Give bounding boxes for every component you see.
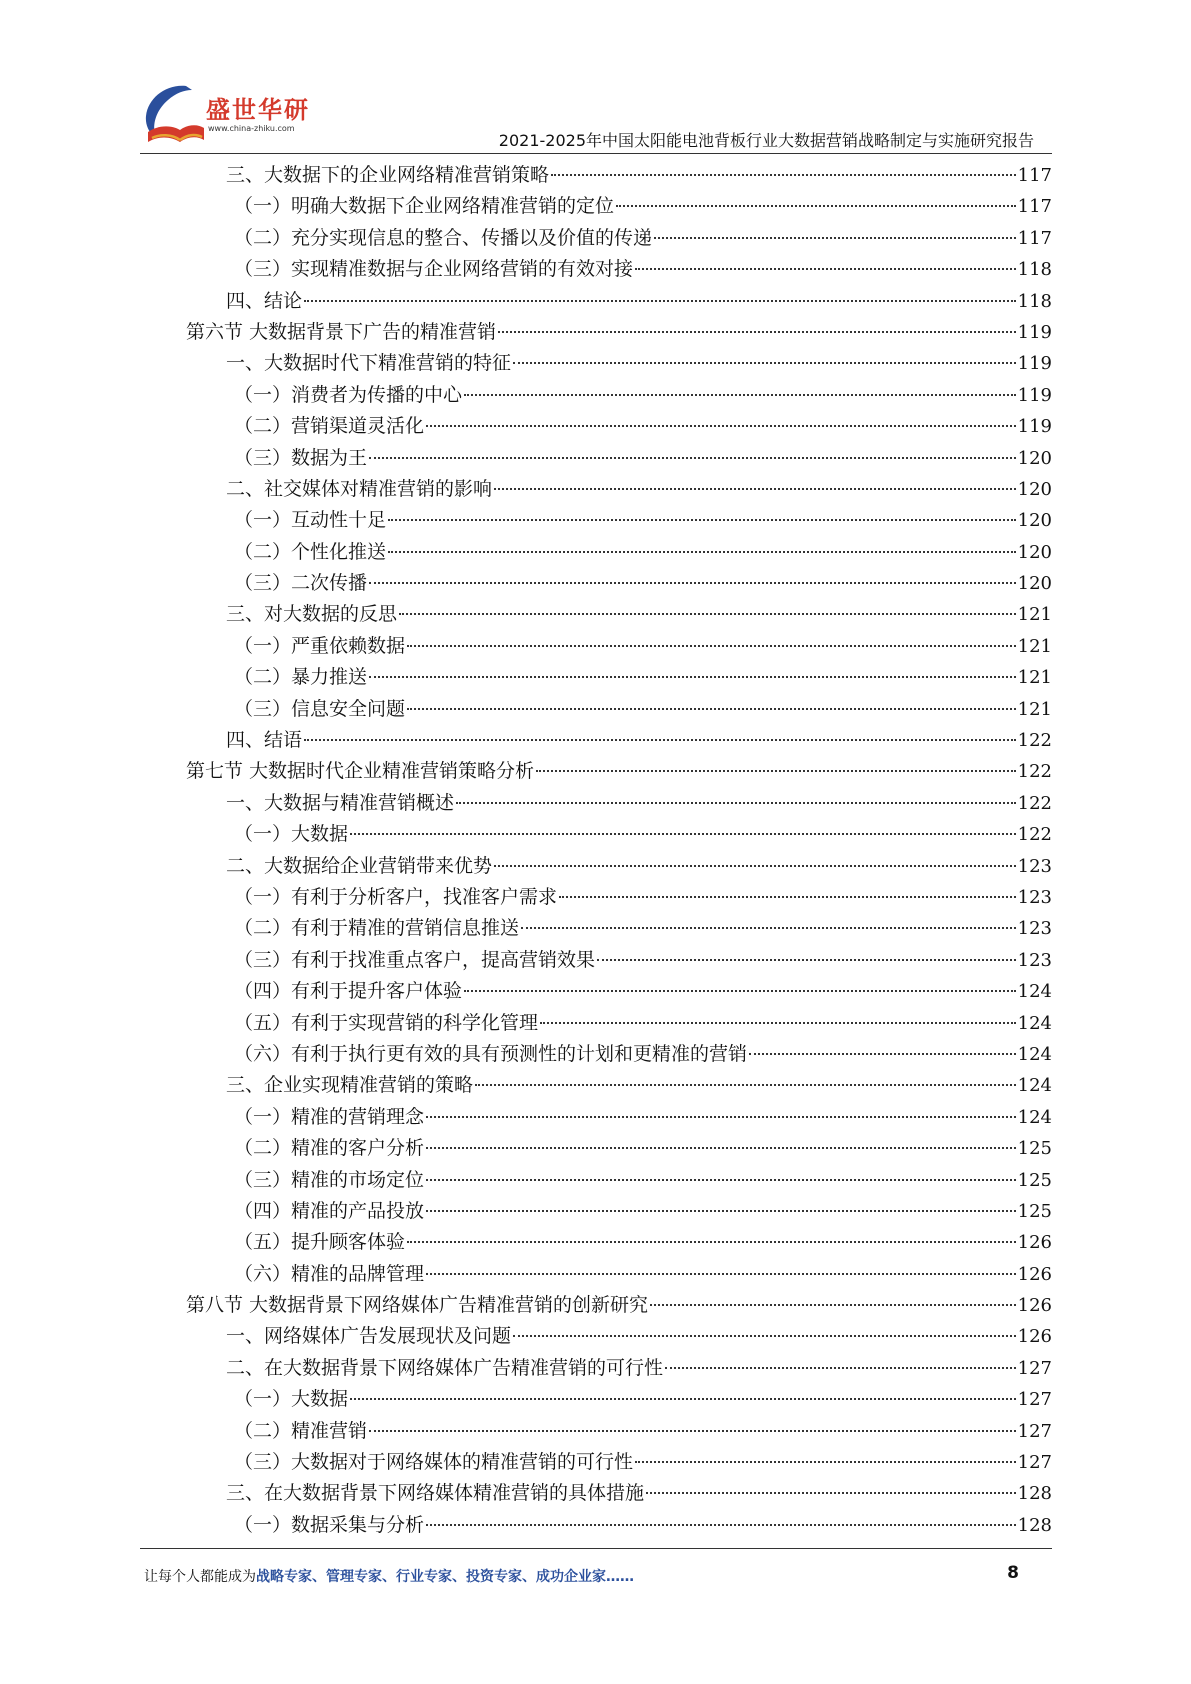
- toc-dot-leader: [388, 551, 1016, 553]
- toc-entry[interactable]: [140, 317, 1052, 348]
- toc-dot-leader: [536, 770, 1016, 772]
- toc-dot-leader: [521, 927, 1016, 929]
- toc-entry[interactable]: [140, 662, 1052, 693]
- toc-entry-title: （二）暴力推送: [234, 666, 368, 689]
- toc-dot-leader: [597, 959, 1016, 961]
- toc-entry-page: 124: [1017, 1075, 1052, 1097]
- toc-entry[interactable]: [140, 223, 1052, 254]
- toc-entry-page: 123: [1017, 886, 1052, 908]
- toc-dot-leader: [369, 457, 1016, 459]
- toc-entry-page: 127: [1017, 1389, 1052, 1411]
- footer-slogan-highlight: 战略专家、管理专家、行业专家、投资专家、成功企业家……: [256, 1569, 634, 1585]
- toc-entry-page: 127: [1017, 1452, 1052, 1474]
- table-of-contents: [140, 160, 1052, 1541]
- toc-dot-leader: [616, 205, 1016, 207]
- toc-entry-title: （四）有利于提升客户体验: [234, 980, 463, 1003]
- toc-entry[interactable]: [140, 1259, 1052, 1290]
- toc-entry-page: 125: [1017, 1169, 1052, 1191]
- toc-entry-page: 121: [1017, 604, 1052, 626]
- toc-dot-leader: [498, 331, 1016, 333]
- toc-entry-page: 120: [1017, 447, 1052, 469]
- toc-dot-leader: [350, 1398, 1016, 1400]
- toc-entry-title: 一、大数据与精准营销概述: [226, 791, 455, 814]
- toc-entry-page: 118: [1017, 290, 1052, 312]
- toc-dot-leader: [456, 802, 1016, 804]
- toc-entry-page: 123: [1017, 918, 1052, 940]
- toc-dot-leader: [464, 394, 1016, 396]
- toc-entry-title: 四、结语: [226, 729, 303, 752]
- toc-entry-title: （三）二次传播: [234, 572, 368, 595]
- toc-entry-title: （五）有利于实现营销的科学化管理: [234, 1011, 539, 1034]
- page-header: [0, 0, 1191, 160]
- toc-entry[interactable]: [140, 254, 1052, 285]
- toc-entry[interactable]: [140, 882, 1052, 913]
- toc-entry-page: 128: [1017, 1514, 1052, 1536]
- toc-entry-page: 124: [1017, 1012, 1052, 1034]
- toc-entry-page: 117: [1017, 196, 1052, 218]
- brand-url: www.china-zhiku.com: [208, 124, 295, 133]
- page-number: 8: [1007, 1563, 1019, 1583]
- toc-entry-page: 117: [1017, 227, 1052, 249]
- toc-entry-page: 126: [1017, 1295, 1052, 1317]
- toc-dot-leader: [635, 268, 1016, 270]
- toc-entry-page: 119: [1017, 353, 1052, 375]
- toc-dot-leader: [654, 237, 1016, 239]
- toc-dot-leader: [650, 1304, 1016, 1306]
- toc-entry[interactable]: [140, 631, 1052, 662]
- toc-entry-page: 124: [1017, 981, 1052, 1003]
- toc-entry-title: 一、网络媒体广告发展现状及问题: [226, 1325, 512, 1348]
- toc-dot-leader: [350, 833, 1016, 835]
- toc-dot-leader: [369, 1430, 1016, 1432]
- toc-entry[interactable]: [140, 1447, 1052, 1478]
- toc-entry-title: 三、在大数据背景下网络媒体精准营销的具体措施: [226, 1482, 645, 1505]
- toc-entry-title: 三、对大数据的反思: [226, 603, 398, 626]
- toc-dot-leader: [494, 865, 1016, 867]
- toc-entry-page: 123: [1017, 855, 1052, 877]
- toc-entry[interactable]: [140, 1384, 1052, 1415]
- toc-entry-page: 122: [1017, 824, 1052, 846]
- toc-dot-leader: [635, 1461, 1016, 1463]
- toc-entry-page: 126: [1017, 1326, 1052, 1348]
- toc-entry[interactable]: [140, 568, 1052, 599]
- toc-entry-title: （三）信息安全问题: [234, 697, 406, 720]
- toc-entry-page: 122: [1017, 792, 1052, 814]
- toc-dot-leader: [513, 1335, 1016, 1337]
- toc-entry-title: （二）充分实现信息的整合、传播以及价值的传递: [234, 226, 653, 249]
- toc-dot-leader: [304, 739, 1016, 741]
- toc-entry[interactable]: [140, 1070, 1052, 1101]
- toc-entry-page: 126: [1017, 1263, 1052, 1285]
- toc-entry[interactable]: [140, 1290, 1052, 1321]
- toc-dot-leader: [540, 1022, 1016, 1024]
- footer-divider: [140, 1548, 1052, 1549]
- toc-entry-title: （四）精准的产品投放: [234, 1199, 425, 1222]
- toc-entry[interactable]: [140, 1102, 1052, 1133]
- toc-entry-page: 120: [1017, 573, 1052, 595]
- toc-entry-page: 120: [1017, 478, 1052, 500]
- toc-dot-leader: [551, 174, 1016, 176]
- toc-entry-title: （三）实现精准数据与企业网络营销的有效对接: [234, 258, 634, 281]
- toc-dot-leader: [304, 300, 1016, 302]
- toc-entry-title: 第六节 大数据背景下广告的精准营销: [186, 320, 497, 343]
- toc-entry-title: （一）数据采集与分析: [234, 1513, 425, 1536]
- toc-entry-title: （一）严重依赖数据: [234, 634, 406, 657]
- toc-dot-leader: [464, 990, 1016, 992]
- toc-entry[interactable]: [140, 380, 1052, 411]
- toc-entry[interactable]: [140, 286, 1052, 317]
- toc-entry-title: （二）精准的客户分析: [234, 1137, 425, 1160]
- toc-entry-page: 120: [1017, 510, 1052, 532]
- toc-entry-title: （三）精准的市场定位: [234, 1168, 425, 1191]
- toc-entry-page: 124: [1017, 1106, 1052, 1128]
- toc-entry-page: 119: [1017, 321, 1052, 343]
- toc-entry-page: 119: [1017, 384, 1052, 406]
- toc-entry-page: 120: [1017, 541, 1052, 563]
- toc-entry[interactable]: [140, 694, 1052, 725]
- toc-entry-title: （二）有利于精准的营销信息推送: [234, 917, 520, 940]
- toc-entry-title: 二、大数据给企业营销带来优势: [226, 854, 493, 877]
- toc-entry[interactable]: [140, 1133, 1052, 1164]
- toc-entry[interactable]: [140, 1321, 1052, 1352]
- toc-dot-leader: [665, 1367, 1016, 1369]
- toc-dot-leader: [369, 676, 1016, 678]
- report-title: 2021-2025年中国太阳能电池背板行业大数据营销战略制定与实施研究报告: [498, 131, 1034, 150]
- toc-entry-title: 三、企业实现精准营销的策略: [226, 1074, 474, 1097]
- toc-dot-leader: [407, 1241, 1016, 1243]
- toc-entry-title: （三）数据为王: [234, 446, 368, 469]
- toc-dot-leader: [426, 1147, 1016, 1149]
- toc-dot-leader: [426, 1210, 1016, 1212]
- toc-entry[interactable]: [140, 851, 1052, 882]
- brand-swoosh-icon: [140, 82, 204, 148]
- toc-dot-leader: [475, 1084, 1016, 1086]
- toc-dot-leader: [426, 1524, 1016, 1526]
- toc-dot-leader: [426, 1179, 1016, 1181]
- toc-entry-title: （二）个性化推送: [234, 540, 387, 563]
- toc-entry-title: 一、大数据时代下精准营销的特征: [226, 352, 512, 375]
- toc-entry[interactable]: [140, 756, 1052, 787]
- toc-entry-title: 二、在大数据背景下网络媒体广告精准营销的可行性: [226, 1356, 664, 1379]
- toc-entry-title: （一）互动性十足: [234, 509, 387, 532]
- toc-entry-page: 125: [1017, 1138, 1052, 1160]
- toc-entry-title: 第八节 大数据背景下网络媒体广告精准营销的创新研究: [186, 1294, 649, 1317]
- toc-entry-title: （五）提升顾客体验: [234, 1231, 406, 1254]
- toc-entry-page: 122: [1017, 761, 1052, 783]
- toc-entry-title: （二）精准营销: [234, 1419, 368, 1442]
- toc-entry-title: （一）大数据: [234, 1388, 349, 1411]
- brand-name: 盛世华研: [206, 96, 310, 124]
- toc-entry[interactable]: [140, 1227, 1052, 1258]
- toc-entry-page: 127: [1017, 1357, 1052, 1379]
- toc-entry[interactable]: [140, 474, 1052, 505]
- footer-slogan-prefix: 让每个人都能成为: [144, 1569, 256, 1585]
- toc-entry-title: （一）消费者为传播的中心: [234, 383, 463, 406]
- toc-entry-title: （三）有利于找准重点客户，提高营销效果: [234, 948, 596, 971]
- toc-entry[interactable]: [140, 160, 1052, 191]
- toc-dot-leader: [388, 519, 1016, 521]
- toc-entry-title: （一）大数据: [234, 823, 349, 846]
- toc-entry[interactable]: [140, 1478, 1052, 1509]
- toc-entry[interactable]: [140, 1039, 1052, 1070]
- toc-dot-leader: [399, 613, 1016, 615]
- toc-entry[interactable]: [140, 1510, 1052, 1541]
- toc-entry-page: 118: [1017, 259, 1052, 281]
- toc-entry[interactable]: [140, 945, 1052, 976]
- toc-entry-title: 四、结论: [226, 289, 303, 312]
- toc-entry[interactable]: [140, 1353, 1052, 1384]
- toc-entry[interactable]: [140, 1165, 1052, 1196]
- toc-entry-title: （六）精准的品牌管理: [234, 1262, 425, 1285]
- toc-entry-page: 121: [1017, 635, 1052, 657]
- brand-logo[interactable]: [140, 82, 310, 152]
- toc-entry[interactable]: [140, 913, 1052, 944]
- toc-entry[interactable]: [140, 788, 1052, 819]
- toc-entry[interactable]: [140, 819, 1052, 850]
- header-divider: [140, 153, 1052, 154]
- toc-entry[interactable]: [140, 725, 1052, 756]
- toc-dot-leader: [426, 425, 1016, 427]
- toc-entry[interactable]: [140, 443, 1052, 474]
- toc-entry[interactable]: [140, 505, 1052, 536]
- toc-dot-leader: [513, 362, 1016, 364]
- toc-dot-leader: [559, 896, 1016, 898]
- toc-entry[interactable]: [140, 1196, 1052, 1227]
- toc-entry-page: 121: [1017, 698, 1052, 720]
- toc-entry-title: （一）精准的营销理念: [234, 1105, 425, 1128]
- toc-entry-page: 121: [1017, 667, 1052, 689]
- toc-entry-page: 128: [1017, 1483, 1052, 1505]
- toc-entry-page: 123: [1017, 949, 1052, 971]
- toc-dot-leader: [494, 488, 1016, 490]
- toc-entry-title: （二）营销渠道灵活化: [234, 415, 425, 438]
- toc-entry[interactable]: [140, 1008, 1052, 1039]
- toc-entry-page: 122: [1017, 730, 1052, 752]
- toc-entry-page: 124: [1017, 1043, 1052, 1065]
- toc-entry-page: 127: [1017, 1420, 1052, 1442]
- toc-entry-title: （六）有利于执行更有效的具有预测性的计划和更精准的营销: [234, 1042, 748, 1065]
- toc-entry-title: （一）明确大数据下企业网络精准营销的定位: [234, 195, 615, 218]
- toc-entry[interactable]: [140, 537, 1052, 568]
- toc-dot-leader: [407, 708, 1016, 710]
- toc-entry-page: 125: [1017, 1200, 1052, 1222]
- toc-dot-leader: [407, 645, 1016, 647]
- toc-entry-page: 117: [1017, 165, 1052, 186]
- toc-entry[interactable]: [140, 599, 1052, 630]
- toc-dot-leader: [426, 1116, 1016, 1118]
- toc-entry-page: 119: [1017, 416, 1052, 438]
- toc-entry-title: 三、大数据下的企业网络精准营销策略: [226, 164, 550, 186]
- toc-entry[interactable]: [140, 976, 1052, 1007]
- toc-dot-leader: [646, 1492, 1016, 1494]
- toc-entry-title: （一）有利于分析客户，找准客户需求: [234, 885, 558, 908]
- toc-dot-leader: [369, 582, 1016, 584]
- toc-entry-page: 126: [1017, 1232, 1052, 1254]
- toc-entry[interactable]: [140, 411, 1052, 442]
- toc-entry-title: 二、社交媒体对精准营销的影响: [226, 477, 493, 500]
- toc-dot-leader: [749, 1053, 1016, 1055]
- footer-slogan: [144, 1566, 634, 1586]
- toc-entry[interactable]: [140, 191, 1052, 222]
- toc-entry-title: 第七节 大数据时代企业精准营销策略分析: [186, 760, 535, 783]
- toc-dot-leader: [426, 1273, 1016, 1275]
- toc-entry[interactable]: [140, 1416, 1052, 1447]
- toc-entry-title: （三）大数据对于网络媒体的精准营销的可行性: [234, 1451, 634, 1474]
- toc-entry[interactable]: [140, 348, 1052, 379]
